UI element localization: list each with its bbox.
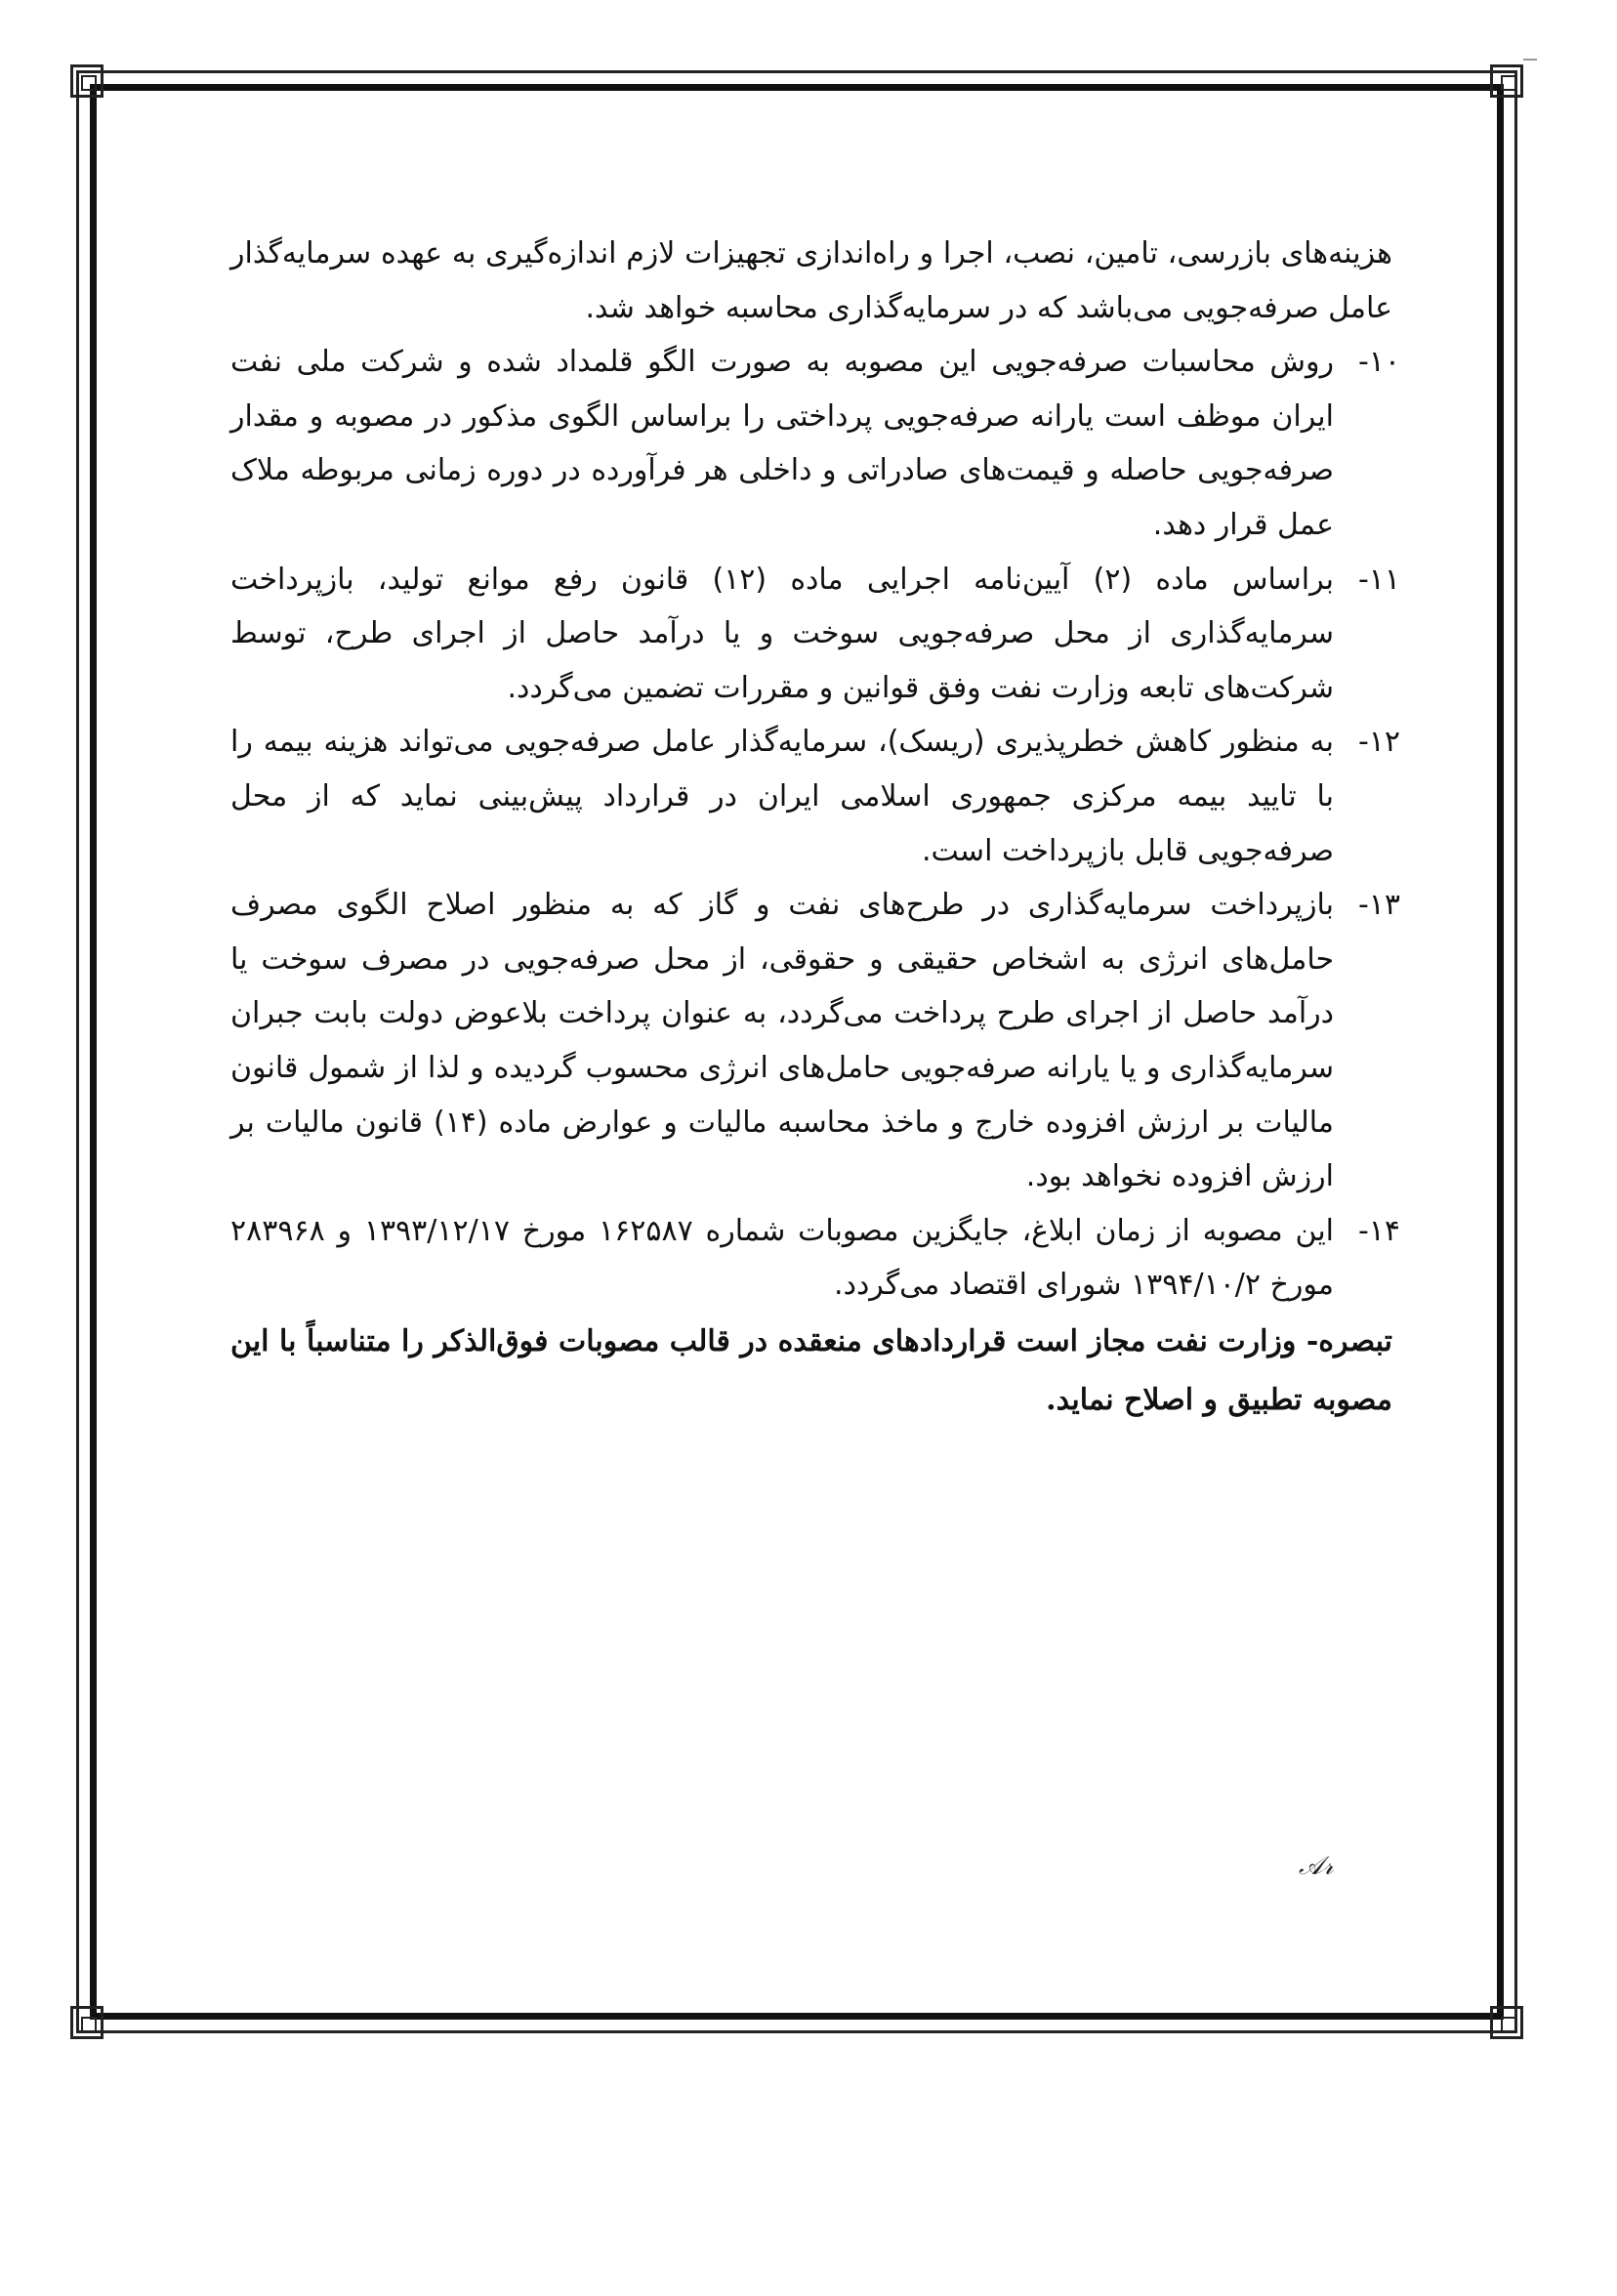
- clause-14: [230, 1204, 1400, 1313]
- clause-number: ۱۰-: [1357, 345, 1400, 380]
- clause-number: ۱۴-: [1357, 1213, 1400, 1248]
- note-paragraph: تبصره- وزارت نفت مجاز است قراردادهای منعقده در قالب مصوبات فوق‌الذکر را متناسباً با این مصوبه تطبیق و اصلاح نماید.: [230, 1323, 1392, 1417]
- handwritten-initials: 𝒜𝓇: [1299, 1852, 1334, 1881]
- frame-corner-ornament: [70, 2006, 104, 2039]
- clause-text: به منظور کاهش خطرپذیری (ریسک)، سرمایه‌گذار عامل صرفه‌جویی می‌تواند هزینه بیمه را با تایید بیمه مرکزی جمهوری اسلامی ایران در قرارداد پیش‌بینی نماید که از محل صرفه‌جویی قابل بازپرداخت است.: [230, 725, 1334, 868]
- document-body: [230, 227, 1400, 1430]
- clause-12: [230, 715, 1400, 878]
- clause-11: [230, 553, 1400, 716]
- clause-text: این مصوبه از زمان ابلاغ، جایگزین مصوبات شماره ۱۶۲۵۸۷ مورخ ۱۳۹۳/۱۲/۱۷ و ۲۸۳۹۶۸ مورخ ۱۳۹۴/۱۰/۲ شورای اقتصاد می‌گردد.: [230, 1213, 1335, 1303]
- intro-paragraph: هزینه‌های بازرسی، تامین، نصب، اجرا و راه‌اندازی تجهیزات لازم اندازه‌گیری به عهده سرمایه‌گذار عامل صرفه‌جویی می‌باشد که در سرمایه‌گذاری محاسبه خواهد شد.: [230, 236, 1392, 325]
- frame-corner-ornament: [1490, 64, 1523, 98]
- clause-text: براساس ماده (۲) آیین‌نامه اجرایی ماده (۱۲) قانون رفع موانع تولید، بازپرداخت سرمایه‌گذاری از محل صرفه‌جویی سوخت و یا درآمد حاصل از اجرای طرح، توسط شرکت‌های تابعه وزارت نفت وفق قوانین و مقررات تضمین می‌گردد.: [230, 562, 1334, 705]
- frame-corner-ornament: [70, 64, 104, 98]
- clause-number: ۱۲-: [1357, 725, 1400, 760]
- clause-10: [230, 335, 1400, 552]
- frame-corner-ornament: [1490, 2006, 1523, 2039]
- scan-mark: [1523, 59, 1537, 61]
- clause-text: روش محاسبات صرفه‌جویی این مصوبه به صورت الگو قلمداد شده و شرکت ملی نفت ایران موظف است یارانه صرفه‌جویی پرداختی را براساس الگوی مذکور در مصوبه و مقدار صرفه‌جویی حاصله و قیمت‌های صادراتی و داخلی هر فرآورده در دوره زمانی مربوطه ملاک عمل قرار دهد.: [230, 345, 1334, 542]
- clause-number: ۱۱-: [1357, 562, 1400, 597]
- clause-text: بازپرداخت سرمایه‌گذاری در طرح‌های نفت و گاز که به منظور اصلاح الگوی مصرف حامل‌های انرژی به اشخاص حقیقی و حقوقی، از محل صرفه‌جویی در مصرف سوخت یا درآمد حاصل از اجرای طرح پرداخت می‌گردد، به عنوان پرداخت بلاعوض دولت بابت جبران سرمایه‌گذاری و یا یارانه صرفه‌جویی حامل‌های انرژی محسوب گردیده و لذا از شمول قانون مالیات بر ارزش افزوده خارج و ماخذ محاسبه مالیات و عوارض ماده (۱۴) قانون مالیات بر ارزش افزوده نخواهد بود.: [230, 888, 1334, 1194]
- clause-number: ۱۳-: [1357, 888, 1400, 923]
- clause-13: [230, 878, 1400, 1204]
